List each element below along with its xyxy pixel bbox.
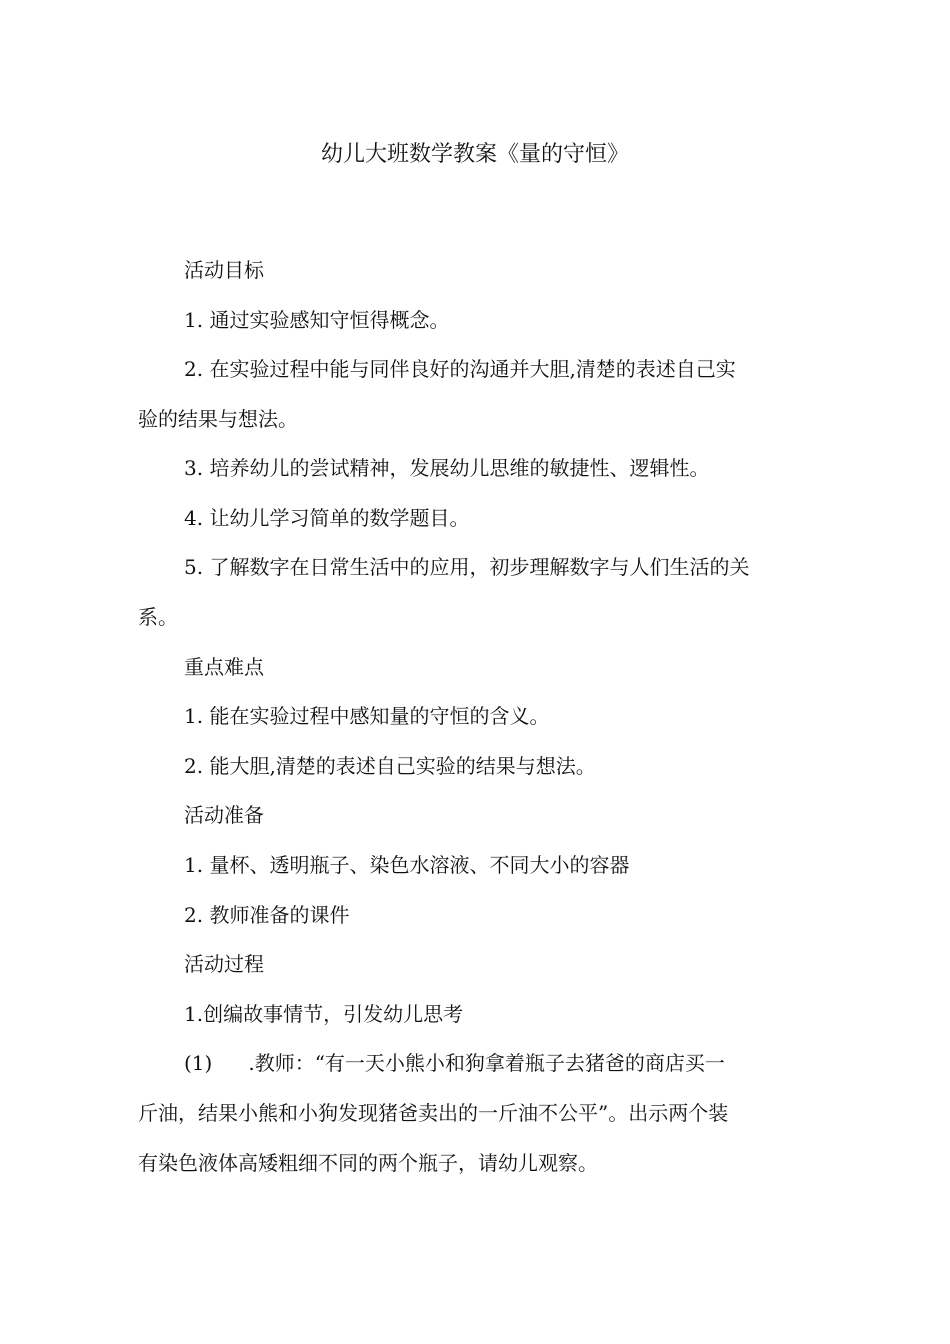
- key-point-1: 1. 能在实验过程中感知量的守恒的含义。: [184, 704, 550, 728]
- preparation-1: 1. 量杯、透明瓶子、染色水溶液、不同大小的容器: [184, 853, 630, 877]
- goals-heading: 活动目标: [184, 258, 264, 282]
- goal-1: 1. 通过实验感知守恒得概念。: [184, 308, 450, 332]
- preparation-2: 2. 教师准备的课件: [184, 903, 350, 927]
- key-point-2: 2. 能大胆,清楚的表述自己实验的结果与想法。: [184, 754, 596, 778]
- process-step-1: 1.创编故事情节，引发幼儿思考: [184, 1002, 464, 1026]
- process-step-1-1-line-2: 斤油，结果小熊和小狗发现猪爸卖出的一斤油不公平”。出示两个装: [138, 1101, 729, 1125]
- process-heading: 活动过程: [184, 952, 264, 976]
- process-step-1-1-line-1: [138, 1049, 864, 1077]
- key-points-heading: 重点难点: [184, 655, 264, 679]
- goal-5-line-2: 系。: [138, 605, 178, 629]
- goal-5-line-1: 5. 了解数字在日常生活中的应用，初步理解数字与人们生活的关: [184, 555, 750, 579]
- goal-2-line-1: 2. 在实验过程中能与同伴良好的沟通并大胆,清楚的表述自己实: [184, 357, 736, 381]
- goal-4: 4. 让幼儿学习简单的数学题目。: [184, 506, 470, 530]
- document-title: 幼儿大班数学教案《量的守恒》: [320, 142, 629, 167]
- goal-2-line-2: 验的结果与想法。: [138, 407, 298, 431]
- process-step-1-1-line-3: 有染色液体高矮粗细不同的两个瓶子，请幼儿观察。: [138, 1151, 598, 1175]
- process-step-1-1-marker: (1): [184, 1051, 213, 1075]
- preparation-heading: 活动准备: [184, 803, 264, 827]
- process-step-1-1-text: .教师：“有一天小熊小和狗拿着瓶子去猪爸的商店买一: [248, 1051, 725, 1075]
- goal-3: 3. 培养幼儿的尝试精神，发展幼儿思维的敏捷性、逻辑性。: [184, 456, 710, 480]
